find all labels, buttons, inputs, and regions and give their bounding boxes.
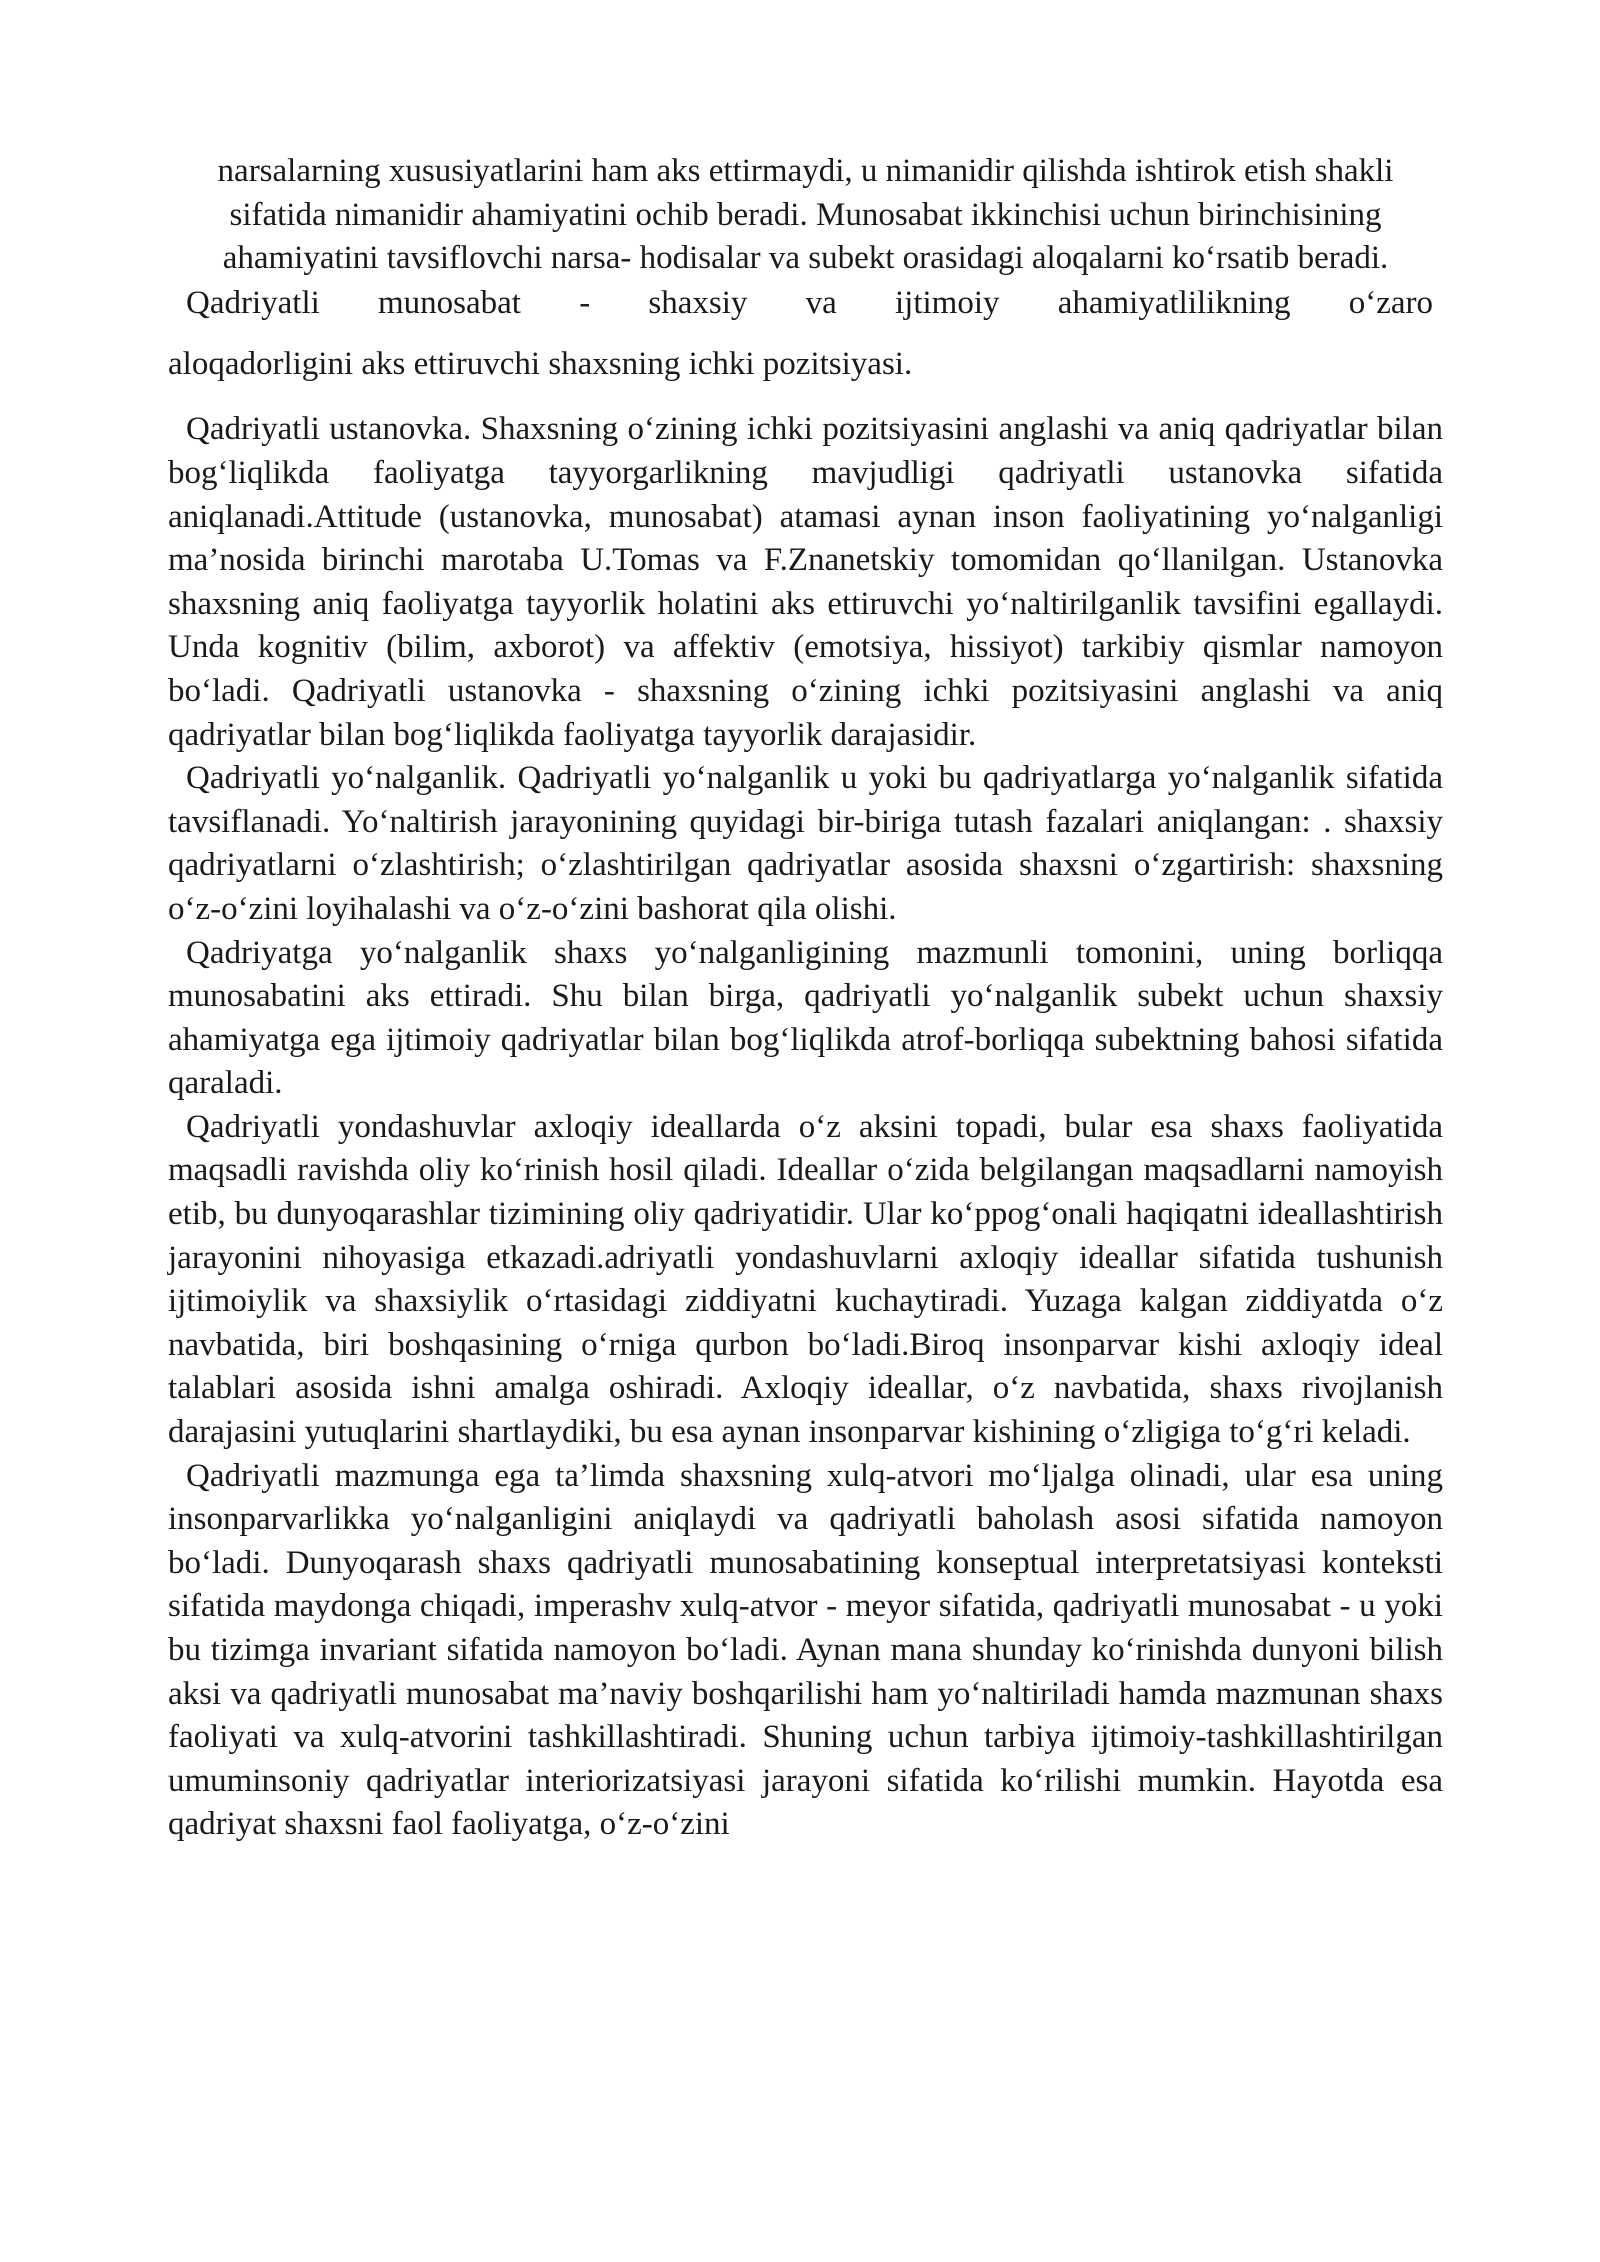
munosabat-definition-continuation: aloqadorligini aks ettiruvchi shaxsning ichki pozitsiyasi.	[168, 345, 913, 382]
paragraph-qadriyatga-yonalganlik: Qadriyatga yo‘nalganlik shaxs yo‘nalganligining mazmunli tomonini, uning borliqqa munosabatini aks ettiradi. Shu bilan birga, qadriyatli yo‘nalganlik subekt uchun shaxsiy ahamiyatga ega ijtimoiy qadriyatlar bilan bog‘liqlikda atrof-borliqqa subektning bahosi sifatida qaraladi.	[168, 934, 1443, 1102]
intro-paragraph: narsalarning xususiyatlarini ham aks ettirmaydi, u nimanidir qilishda ishtirok etish shakli sifatida nimanidir ahamiyatini ochib beradi. Munosabat ikkinchisi uchun birinchisining ahamiyatini tavsiflovchi narsa- hodisalar va subekt orasidagi aloqalarni ko‘rsatib beradi.	[217, 153, 1394, 277]
paragraph-yondashuvlar: Qadriyatli yondashuvlar axloqiy ideallarda o‘z aksini topadi, bular esa shaxs faoliyatida maqsadli ravishda oliy ko‘rinish hosil qiladi. Ideallar o‘zida belgilangan maqsadlarni namoyish etib, bu dunyoqarashlar tizimining oliy qadriyatidir. Ular ko‘ppog‘onali haqiqatni ideallashtirish jarayonini nihoyasiga etkazadi.adriyatli yondashuvlarni axloqiy ideallar sifatida tushunish ijtimoiylik va shaxsiylik o‘rtasidagi ziddiyatni kuchaytiradi. Yuzaga kalgan ziddiyatda o‘z navbatida, biri boshqasining o‘rniga qurbon bo‘ladi.Biroq insonparvar kishi axloqiy ideal talablari asosida ishni amalga oshiradi. Axloqiy ideallar, o‘z navbatida, shaxs rivojlanish darajasini yutuqlarini shartlaydiki, bu esa aynan insonparvar kishining o‘zligiga to‘g‘ri keladi.	[168, 1108, 1443, 1451]
paragraph-ustanovka: Qadriyatli ustanovka. Shaxsning o‘zining ichki pozitsiyasini anglashi va aniq qadriyatlar bilan bog‘liqlikda faoliyatga tayyorgarlikning mavjudligi qadriyatli ustanovka sifatida aniqlanadi.Attitude (ustanovka, munosabat) atamasi aynan inson faoliyatining yo‘nalganligi ma’nosida birinchi marotaba U.Tomas va F.Znanetskiy tomomidan qo‘llanilgan. Ustanovka shaxsning aniq faoliyatga tayyorlik holatini aks ettiruvchi yo‘naltirilganlik tavsifini egallaydi. Unda kognitiv (bilim, axborot) va affektiv (emotsiya, hissiyot) tarkibiy qismlar namoyon bo‘ladi. Qadriyatli ustanovka - shaxsning o‘zining ichki pozitsiyasini anglashi va aniq qadriyatlar bilan bog‘liqlikda faoliyatga tayyorlik darajasidir.	[168, 411, 1443, 753]
paragraph-mazmun: Qadriyatli mazmunga ega ta’limda shaxsning xulq-atvori mo‘ljalga olinadi, ular esa uning insonparvarlikka yo‘nalganligini aniqlaydi va qadriyatli baholash asosi sifatida namoyon bo‘ladi. Dunyoqarash shaxs qadriyatli munosabatining konseptual interpretatsiyasi konteksti sifatida maydonga chiqadi, imperashv xulq-atvor - meyor sifatida, qadriyatli munosabat - u yoki bu tizimga invariant sifatida namoyon bo‘ladi. Aynan mana shunday ko‘rinishda dunyoni bilish aksi va qadriyatli munosabat ma’naviy boshqarilishi ham yo‘naltiriladi hamda mazmunan shaxs faoliyati va xulq-atvorini tashkillashtiradi. Shuning uchun tarbiya ijtimoiy-tashkillashtirilgan umuminsoniy qadriyatlar interiorizatsiyasi jarayoni sifatida ko‘rilishi mumkin. Hayotda esa qadriyat shaxsni faol faoliyatga, o‘z-o‘zini	[168, 1457, 1443, 1843]
document-body	[168, 150, 1443, 1847]
munosabat-definition-line: Qadriyatli munosabat - shaxsiy va ijtimoiy ahamiyatlilikning o‘zaro	[186, 284, 1433, 321]
paragraph-yonalganlik: Qadriyatli yo‘nalganlik. Qadriyatli yo‘nalganlik u yoki bu qadriyatlarga yo‘nalganlik sifatida tavsiflanadi. Yo‘naltirish jarayonining quyidagi bir-biriga tutash fazalari aniqlangan: . shaxsiy qadriyatlarni o‘zlashtirish; o‘zlashtirilgan qadriyatlar asosida shaxsni o‘zgartirish: shaxsning o‘z-o‘zini loyihalashi va o‘z-o‘zini bashorat qila olishi.	[168, 760, 1443, 927]
